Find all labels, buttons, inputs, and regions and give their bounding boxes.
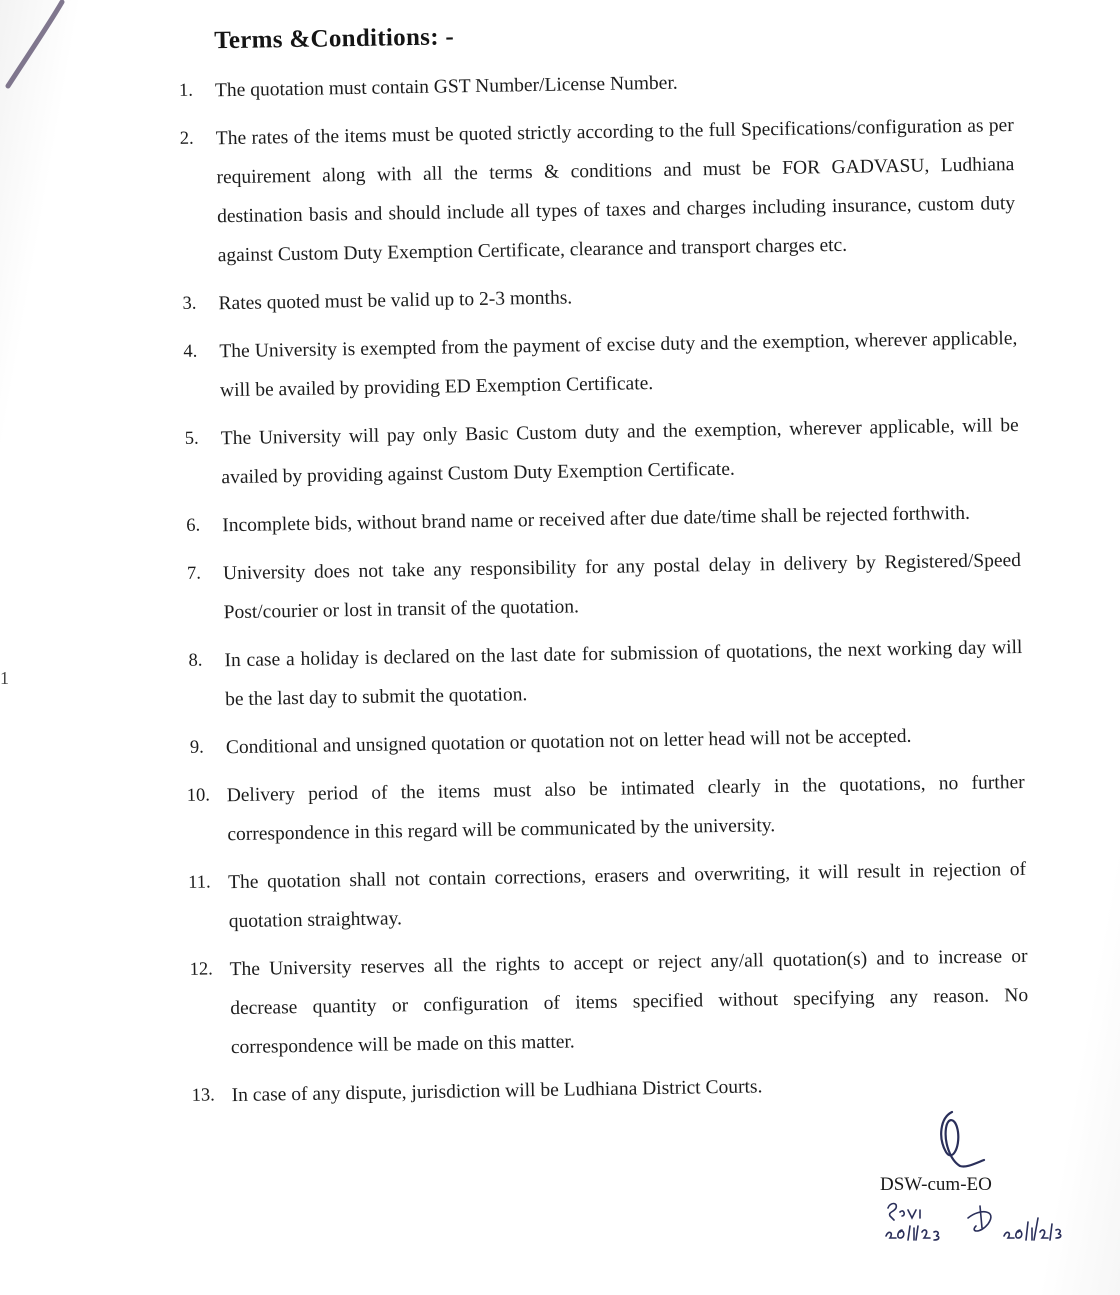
term-text: Incomplete bids, without brand name or received after due date/time shall be rejected forthwith.: [222, 502, 971, 537]
term-item: [181, 541, 1022, 633]
term-item: [178, 406, 1019, 498]
term-item: [176, 271, 1017, 324]
term-number: 1.: [178, 80, 194, 101]
edge-mark: 1: [0, 668, 9, 688]
term-text: University does not take any responsibility for any postal delay in delivery by Registered/Speed Post/courier or lost in transit of the quotation.: [222, 549, 1022, 624]
term-number: 2.: [179, 128, 194, 149]
designation: DSW-cum-EO: [880, 1174, 992, 1195]
term-text: The University will pay only Basic Custom duty and the exemption, wherever applicable, will be availed by providing against Custom Duty Exemption Certificate.: [220, 415, 1019, 489]
term-item: [186, 850, 1027, 942]
term-number: 10.: [186, 785, 211, 806]
term-item: [187, 937, 1029, 1068]
term-item: [174, 106, 1016, 276]
terms-list: [173, 58, 1030, 1116]
term-number: 7.: [186, 563, 202, 584]
pen-stroke-mark: [0, 0, 80, 110]
term-text: In case a holiday is declared on the last date for submission of quotations, the next working day will be the last day to submit the quotation.: [224, 636, 1023, 711]
term-text: The rates of the items must be quoted strictly according to the full Specifications/configuration as per requirement along with all the terms & conditions and must be FOR GADVASU, Ludhiana destination basis and should include all types of taxes and charges including insurance, custom duty against Custom Duty Exemption Certificate, clearance and transport charges etc.: [215, 115, 1016, 267]
signature-block: [870, 1108, 1090, 1258]
term-number: 11.: [188, 872, 211, 893]
term-item: [173, 58, 1014, 111]
term-text: Conditional and unsigned quotation or quotation not on letter head will not be accepted.: [225, 725, 912, 759]
term-text: In case of any dispute, jurisdiction will be Ludhiana District Courts.: [231, 1076, 763, 1107]
term-item: [182, 628, 1023, 720]
term-text: Delivery period of the items must also be intimated clearly in the quotations, no further correspondence in this regard will be communicated by the university.: [226, 771, 1025, 846]
term-text: The University reserves all the rights to accept or reject any/all quotation(s) and to increase or decrease quantity or configuration of items specified without specifying any reason. No correspondence will be made on this matter.: [229, 945, 1029, 1059]
term-number: 6.: [186, 515, 201, 536]
term-number: 12.: [189, 959, 213, 980]
term-number: 9.: [189, 737, 204, 758]
term-number: 8.: [188, 650, 203, 671]
terms-section: [172, 14, 1030, 1125]
term-text: Rates quoted must be valid up to 2-3 months.: [218, 287, 573, 315]
term-text: The quotation shall not contain corrections, erasers and overwriting, it will result in rejection of quotation straightway.: [228, 858, 1027, 933]
term-number: 5.: [184, 428, 199, 449]
term-number: 4.: [183, 341, 198, 362]
signature-mark: [930, 1108, 990, 1170]
term-number: 13.: [191, 1085, 215, 1106]
term-text: The quotation must contain GST Number/License Number.: [214, 72, 678, 102]
handwritten-signature-dates: [880, 1198, 1090, 1253]
term-item: [177, 319, 1018, 411]
page-title: Terms &Conditions: -: [213, 23, 455, 55]
term-item: [184, 715, 1025, 768]
term-item: [180, 493, 1021, 546]
term-number: 3.: [182, 293, 197, 314]
term-text: The University is exempted from the payment of excise duty and the exemption, wherever applicable, will be availed by providing ED Exemption Certificate.: [219, 328, 1018, 402]
term-item: [184, 763, 1025, 855]
